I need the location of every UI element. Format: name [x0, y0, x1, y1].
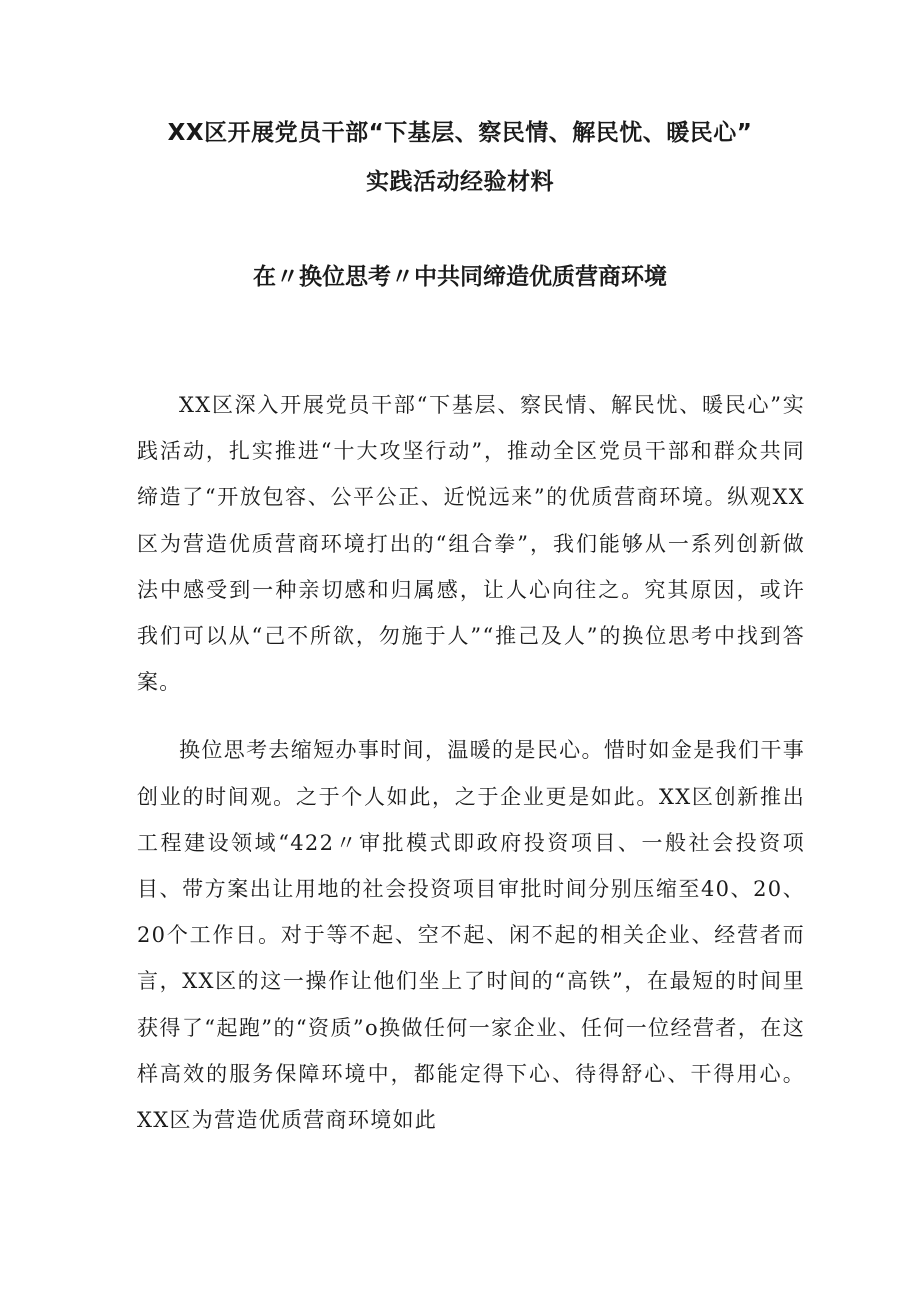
document-body — [137, 382, 805, 1165]
paragraph-time: 换位思考去缩短办事时间，温暖的是民心。惜时如金是我们干事创业的时间观。之于个人如此，之于企业更是如此。XX区创新推出工程建设领域“422〃审批模式即政府投资项目、一般社会投资项目、带方案出让用地的社会投资项目审批时间分别压缩至40、20、20个工作日。对于等不起、空不起、闲不起的相关企业、经营者而言，XX区的这一操作让他们坐上了时间的“高铁”，在最短的时间里获得了“起跑”的“资质”o换做任何一家企业、任何一位经营者，在这样高效的服务保障环境中，都能定得下心、待得舒心、干得用心。XX区为营造优质营商环境如此 — [137, 738, 805, 1133]
document-title-line1: XX区开展党员干部“下基层、察民情、解民忧、暖民心” — [167, 120, 753, 146]
document-title-line2: 实践活动经验材料 — [366, 169, 554, 195]
paragraph-intro: XX区深入开展党员干部“下基层、察民情、解民忧、暖民心”实践活动，扎实推进“十大攻坚行动”，推动全区党员干部和群众共同缔造了“开放包容、公平公正、近悦远来”的优质营商环境。纵观XX区为营造优质营商环境打出的“组合拳”，我们能够从一系列创新做法中感受到一种亲切感和归属感，让人心向往之。究其原因，或许我们可以从“己不所欲，勿施于人”“推己及人”的换位思考中找到答案。 — [137, 393, 805, 695]
document-subtitle: 在〃换位思考〃中共同缔造优质营商环境 — [253, 264, 667, 290]
